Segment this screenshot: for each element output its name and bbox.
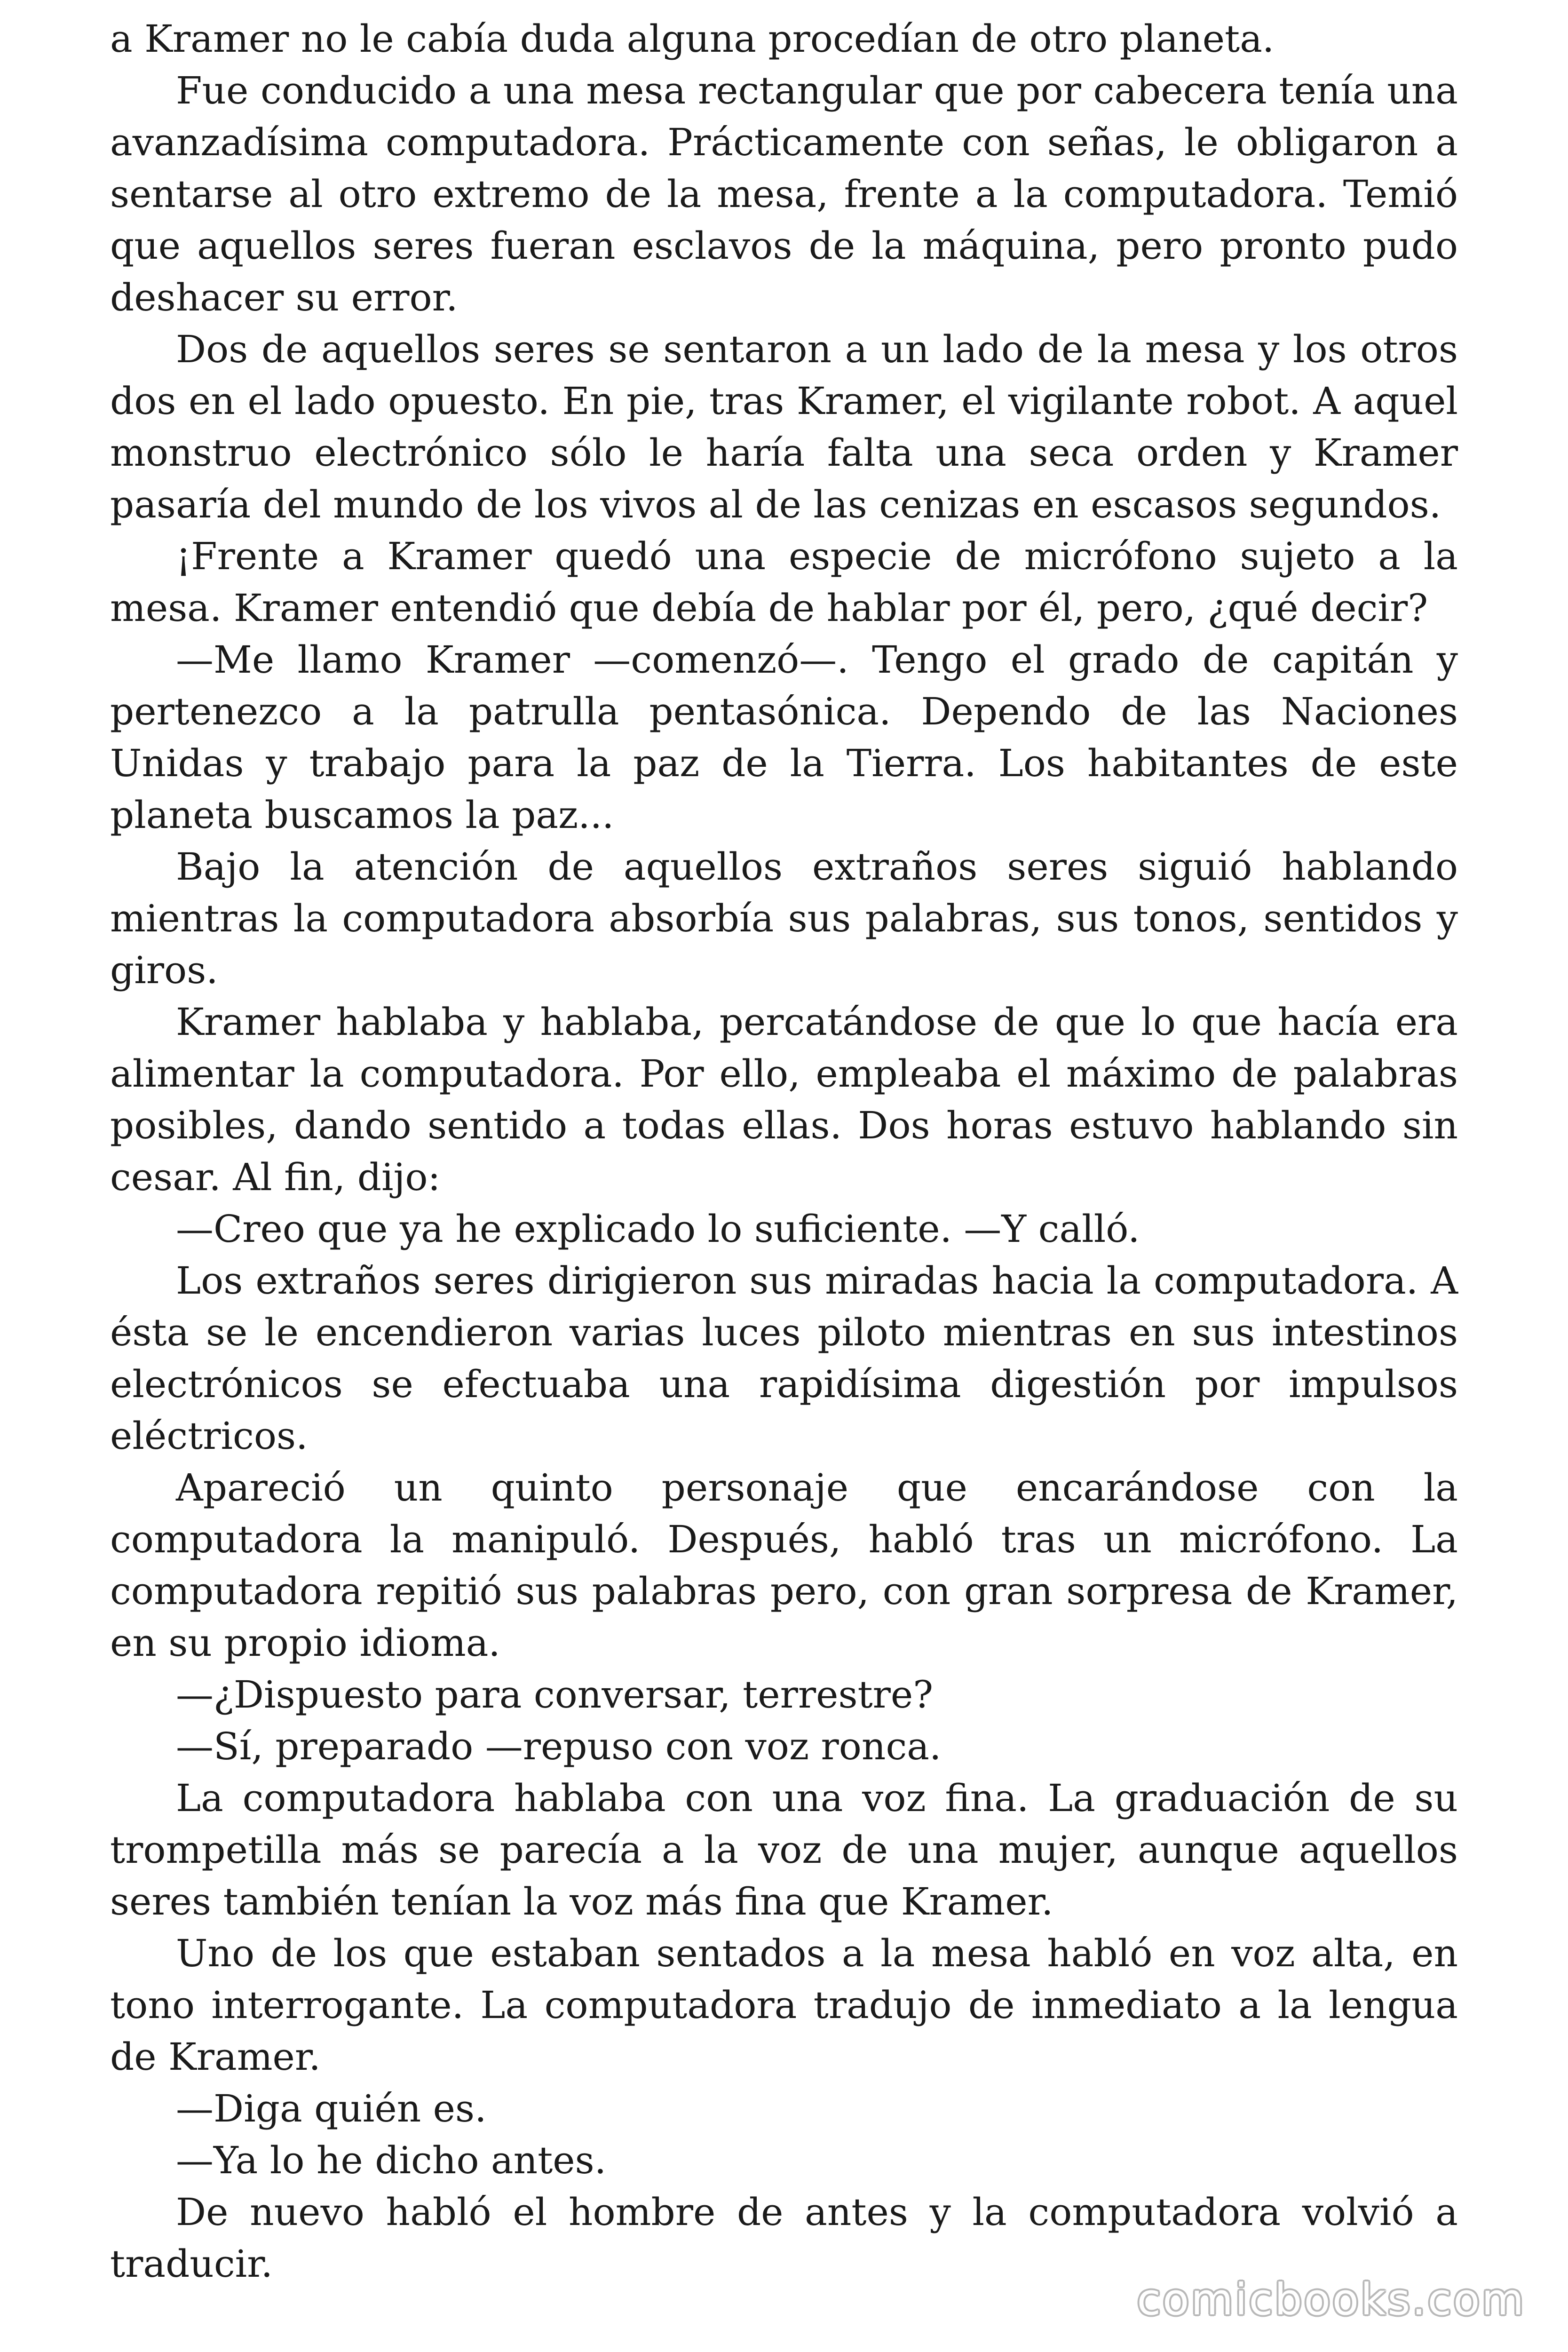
paragraph-6: Bajo la atención de aquellos extraños seres siguió hablando mientras la computadora absorbía sus palabras, sus tonos, sentidos y giros. xyxy=(110,845,1458,992)
paragraph-15: —Diga quién es. xyxy=(176,2087,487,2130)
document-page xyxy=(110,13,1458,2290)
paragraph-5: —Me llamo Kramer —comenzó—. Tengo el grado de capitán y pertenezco a la patrulla pentasónica. Dependo de las Naciones Unidas y trabajo para la paz de la Tierra. Los habitantes de este planeta buscamos la paz... xyxy=(110,638,1458,837)
paragraph-12: —Sí, preparado —repuso con voz ronca. xyxy=(176,1724,942,1768)
paragraph-10: Apareció un quinto personaje que encarándose con la computadora la manipuló. Después, habló tras un micrófono. La computadora repitió sus palabras pero, con gran sorpresa de Kramer, en su propio idioma. xyxy=(110,1466,1458,1665)
paragraph-14: Uno de los que estaban sentados a la mesa habló en voz alta, en tono interrogante. La computadora tradujo de inmediato a la lengua de Kramer. xyxy=(110,1931,1458,2079)
paragraph-7: Kramer hablaba y hablaba, percatándose de que lo que hacía era alimentar la computadora. Por ello, empleaba el máximo de palabras posibles, dando sentido a todas ellas. Dos horas estuvo hablando sin cesar. Al fin, dijo: xyxy=(110,1000,1458,1199)
paragraph-11: —¿Dispuesto para conversar, terrestre? xyxy=(176,1673,934,1716)
watermark: comicbooks.com xyxy=(1137,2274,1526,2325)
paragraph-9: Los extraños seres dirigieron sus miradas hacia la computadora. A ésta se le encendieron varias luces piloto mientras en sus intestinos electrónicos se efectuaba una rapidísima digestión por impulsos eléctricos. xyxy=(110,1259,1458,1458)
paragraph-4: ¡Frente a Kramer quedó una especie de micrófono sujeto a la mesa. Kramer entendió que debía de hablar por él, pero, ¿qué decir? xyxy=(110,534,1458,630)
paragraph-8: —Creo que ya he explicado lo suficiente. —Y calló. xyxy=(176,1207,1140,1251)
paragraph-16: —Ya lo he dicho antes. xyxy=(176,2138,607,2182)
paragraph-17: De nuevo habló el hombre de antes y la computadora volvió a traducir. xyxy=(110,2190,1458,2286)
paragraph-3: Dos de aquellos seres se sentaron a un lado de la mesa y los otros dos en el lado opuesto. En pie, tras Kramer, el vigilante robot. A aquel monstruo electrónico sólo le haría falta una seca orden y Kramer pasaría del mundo de los vivos al de las cenizas en escasos segundos. xyxy=(110,327,1458,526)
paragraph-2: Fue conducido a una mesa rectangular que por cabecera tenía una avanzadísima computadora. Prácticamente con señas, le obligaron a sentarse al otro extremo de la mesa, frente a la computadora. Temió que aquellos seres fueran esclavos de la máquina, pero pronto pudo deshacer su error. xyxy=(110,69,1458,319)
paragraph-13: La computadora hablaba con una voz fina. La graduación de su trompetilla más se parecía a la voz de una mujer, aunque aquellos seres también tenían la voz más fina que Kramer. xyxy=(110,1776,1458,1923)
paragraph-1: a Kramer no le cabía duda alguna procedían de otro planeta. xyxy=(110,17,1275,61)
